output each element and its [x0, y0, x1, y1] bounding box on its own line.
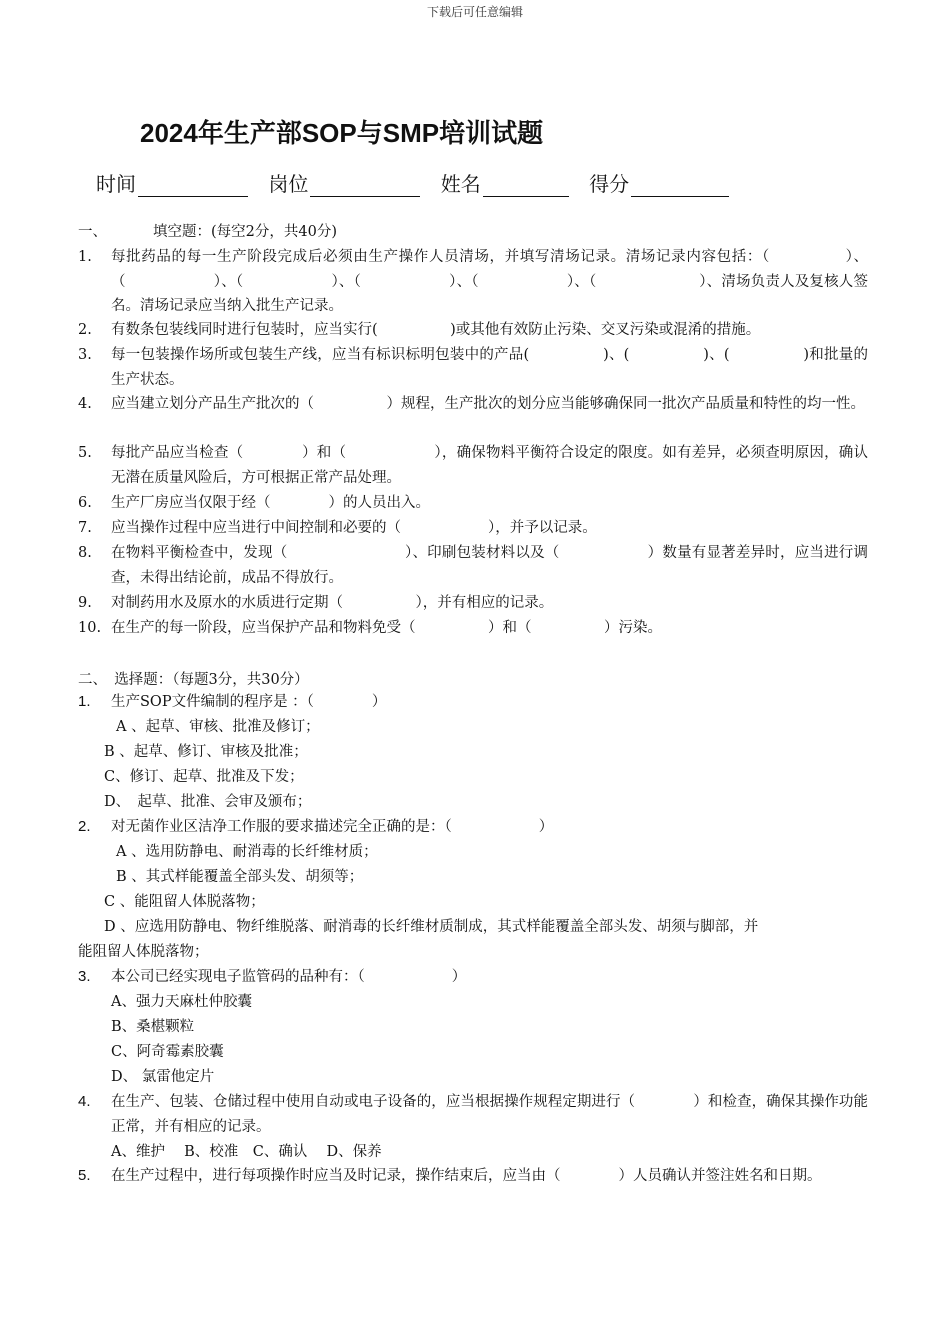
question-number: 2.	[78, 818, 91, 835]
option-a[interactable]: A 、选用防静电、耐消毒的长纤维材质；	[116, 844, 378, 860]
options-row[interactable]: A、维护 B、校准 C、确认 D、保养	[111, 1144, 382, 1160]
s1-question-5	[78, 441, 868, 490]
question-number: 6.	[78, 495, 92, 511]
time-blank[interactable]	[138, 174, 248, 197]
section1-num: 一、	[78, 224, 107, 240]
question-text: 在生产过程中，进行每项操作时应当及时记录，操作结束后，应当由（ ）人员确认并签注姓名和日期。	[111, 1168, 822, 1184]
s1-question-4	[78, 392, 868, 417]
page-title: 2024年生产部SOP与SMP培训试题	[140, 118, 544, 148]
score-label: 得分	[589, 172, 630, 196]
question-number: 1.	[78, 693, 91, 710]
s1-question-10	[78, 616, 868, 641]
question-text: 本公司已经实现电子监管码的品种有：（ ）	[111, 969, 467, 985]
question-text: 在生产的每一阶段，应当保护产品和物料免受（ ）和（ ）污染。	[111, 620, 662, 636]
question-number: 3.	[78, 347, 92, 363]
question-number: 8.	[78, 545, 92, 561]
question-text: 每一包装操作场所或包装生产线，应当有标识标明包装中的产品( )、( )、( )和批量的生产状态。	[111, 347, 868, 388]
option-d[interactable]: D、 氯雷他定片	[111, 1069, 215, 1085]
question-number: 4.	[78, 1093, 91, 1110]
name-blank[interactable]	[483, 174, 569, 197]
option-a[interactable]: A 、起草、审核、批准及修订；	[116, 719, 320, 735]
option-c[interactable]: C 、能阻留人体脱落物；	[104, 894, 265, 910]
section2-heading: 二、 选择题：（每题3分，共30分）	[78, 672, 309, 688]
question-number: 2.	[78, 322, 92, 338]
question-text: 应当建立划分产品生产批次的（ ）规程，生产批次的划分应当能够确保同一批次产品质量和特性的均一性。	[111, 396, 865, 412]
option-a[interactable]: A、强力天麻杜仲胶囊	[111, 994, 252, 1010]
s2-question-1	[78, 690, 868, 715]
s2-question-5	[78, 1164, 868, 1189]
s1-question-9	[78, 591, 868, 616]
option-d[interactable]: D、 起草、批准、会审及颁布；	[104, 794, 312, 810]
question-text: 对无菌作业区洁净工作服的要求描述完全正确的是：（ ）	[111, 819, 554, 835]
question-number: 1.	[78, 249, 92, 265]
question-text: 在物料平衡检查中，发现（ ）、印刷包装材料以及（ ）数量有显著差异时，应当进行调查，未得出结论前，成品不得放行。	[111, 545, 868, 586]
question-number: 4.	[78, 396, 92, 412]
question-number: 7.	[78, 520, 92, 536]
question-number: 5.	[78, 1167, 91, 1184]
question-number: 9.	[78, 595, 92, 611]
question-text: 每批药品的每一生产阶段完成后必须由生产操作人员清场，并填写清场记录。清场记录内容包括：（ ）、（ ）、（ ）、（ ）、（ ）、（ ）、清场负责人及复核人签名。清场记录应当纳入批生产记录。	[111, 249, 868, 314]
s1-question-7	[78, 516, 868, 541]
option-d[interactable]: D 、应选用防静电、物纤维脱落、耐消毒的长纤维材质制成，其式样能覆盖全部头发、胡须与脚部，并	[104, 919, 759, 935]
s1-question-3	[78, 343, 868, 392]
question-text: 在生产、包装、仓储过程中使用自动或电子设备的，应当根据操作规程定期进行（ ）和检查，确保其操作功能正常，并有相应的记录。	[111, 1094, 868, 1135]
header-note: 下载后可任意编辑	[426, 5, 523, 19]
score-blank[interactable]	[631, 174, 729, 197]
option-c[interactable]: C、修订、起草、批准及下发；	[104, 769, 304, 785]
question-text: 对制药用水及原水的水质进行定期（ ），并有相应的记录。	[111, 595, 554, 611]
question-text: 每批产品应当检查（ ）和（ ），确保物料平衡符合设定的限度。如有差异，必须查明原因，确认无潜在质量风险后，方可根据正常产品处理。	[111, 445, 868, 486]
option-b[interactable]: B、桑椹颗粒	[111, 1019, 195, 1035]
question-text: 生产厂房应当仅限于经（ ）的人员出入。	[111, 495, 430, 511]
s2-question-3	[78, 965, 868, 990]
s2-question-2	[78, 815, 868, 840]
question-number: 3.	[78, 968, 91, 985]
time-label: 时间	[96, 172, 136, 196]
question-number: 10.	[78, 620, 102, 636]
question-text: 应当操作过程中应当进行中间控制和必要的（ ），并予以记录。	[111, 520, 597, 536]
s1-question-2	[78, 318, 868, 343]
s1-question-1	[78, 245, 868, 319]
option-d-continued: 能阻留人体脱落物；	[78, 944, 209, 960]
option-c[interactable]: C、阿奇霉素胶囊	[111, 1044, 224, 1060]
section1-title: 填空题：(每空2分，共40分)	[153, 224, 337, 240]
s1-question-8	[78, 541, 868, 590]
option-b[interactable]: B 、其式样能覆盖全部头发、胡须等；	[116, 869, 364, 885]
position-blank[interactable]	[310, 174, 420, 197]
question-text: 生产SOP文件编制的程序是 ：（ ）	[111, 694, 387, 710]
info-line	[96, 168, 743, 197]
name-label: 姓名	[440, 172, 481, 196]
option-b[interactable]: B 、起草、修订、审核及批准；	[104, 744, 308, 760]
position-label: 岗位	[268, 172, 309, 196]
section1-heading	[78, 220, 337, 241]
question-text: 有数条包装线同时进行包装时，应当实行( )或其他有效防止污染、交叉污染或混淆的措施。	[111, 322, 761, 338]
s1-question-6	[78, 491, 868, 516]
s2-question-4	[78, 1090, 868, 1139]
question-number: 5.	[78, 445, 92, 461]
